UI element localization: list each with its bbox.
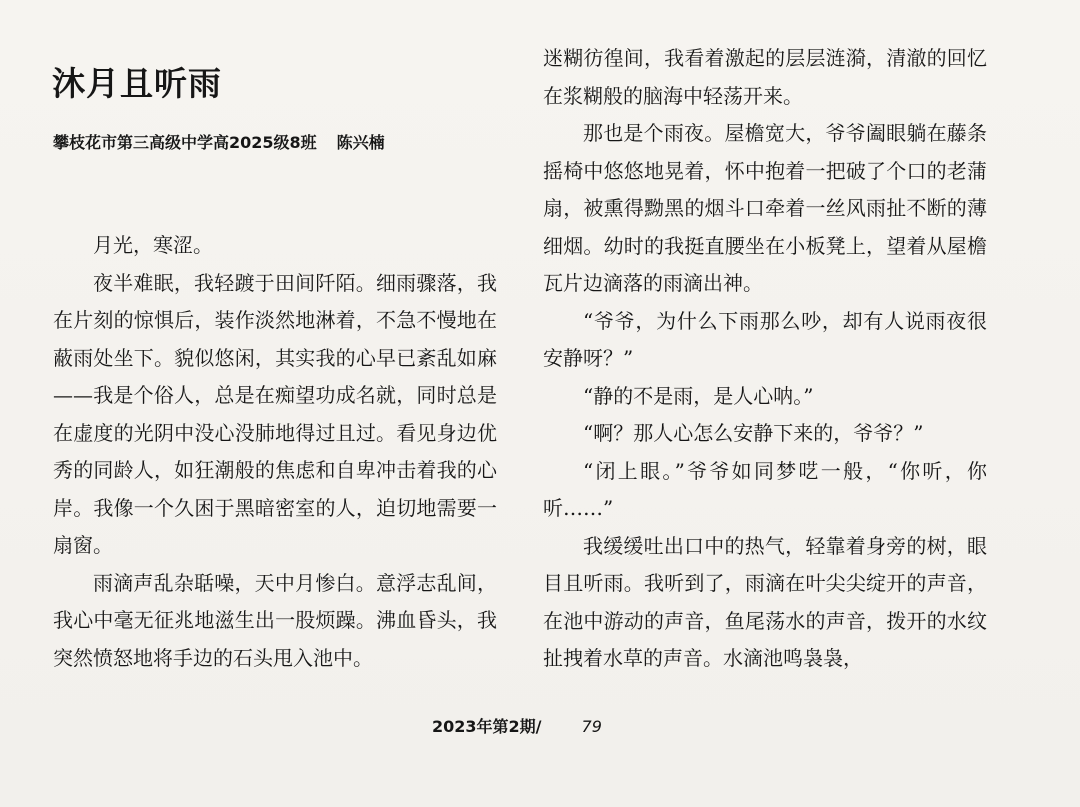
dialogue: “啊？那人心怎么安静下来的，爷爷？” [583, 421, 924, 445]
paragraph: 那也是个雨夜。屋檐宽大，爷爷阖眼躺在藤条摇椅中悠悠地晃着，怀中抱着一把破了个口的老蒲扇，被熏得黝黑的烟斗口牵着一丝风雨扯不断的薄细烟。幼时的我挺直腰坐在小板凳上，望着从屋檐瓦片边滴落的雨滴出神。 [543, 121, 987, 295]
dialogue: “爷爷，为什么下雨那么吵，却有人说雨夜很安静呀？” [543, 308, 987, 370]
paragraph: 雨滴声乱杂聒噪，天中月惨白。意浮志乱间，我心中毫无征兆地滋生出一股烦躁。沸血昏头，我突然愤怒地将手边的石头甩入池中。 [53, 570, 497, 670]
dialogue: “静的不是雨，是人心呐。” [583, 383, 814, 408]
left-column [53, 227, 497, 677]
page-footer [432, 714, 602, 737]
paragraph: 夜半难眠，我轻踱于田间阡陌。细雨骤落，我在片刻的惊惧后，装作淡然地淋着，不急不慢地在蔽雨处坐下。貌似悠闲，其实我的心早已紊乱如麻——我是个俗人，总是在痴望功成名就，同时总是在虚度的光阴中没心没肺地得过且过。看见身边优秀的同龄人，如狂潮般的焦虑和自卑冲击着我的心岸。我像一个久困于黑暗密室的人，迫切地需要一扇窗。 [53, 270, 497, 557]
paragraph: 月光，寒涩。 [93, 233, 213, 257]
dialogue: “闭上眼。”爷爷如同梦呓一般，“你听，你听……” [543, 458, 987, 520]
article-title: 沐月且听雨 [52, 64, 222, 103]
school-class: 攀枝花市第三高级中学高2025级8班 [53, 133, 317, 152]
right-column [543, 40, 987, 678]
page-number: 79 [581, 717, 602, 736]
byline [53, 130, 385, 153]
paragraph: 我缓缓吐出口中的热气，轻靠着身旁的树，眼目且听雨。我听到了，雨滴在叶尖尖绽开的声音，在池中游动的声音，鱼尾荡水的声音，拨开的水纹扯拽着水草的声音。水滴池鸣袅袅， [543, 533, 987, 670]
author-name: 陈兴楠 [336, 133, 385, 152]
paragraph-continued: 迷糊彷徨间，我看着激起的层层涟漪，清澈的回忆在浆糊般的脑海中轻荡开来。 [543, 46, 987, 108]
issue-label: 2023年第2期/ [432, 717, 542, 736]
